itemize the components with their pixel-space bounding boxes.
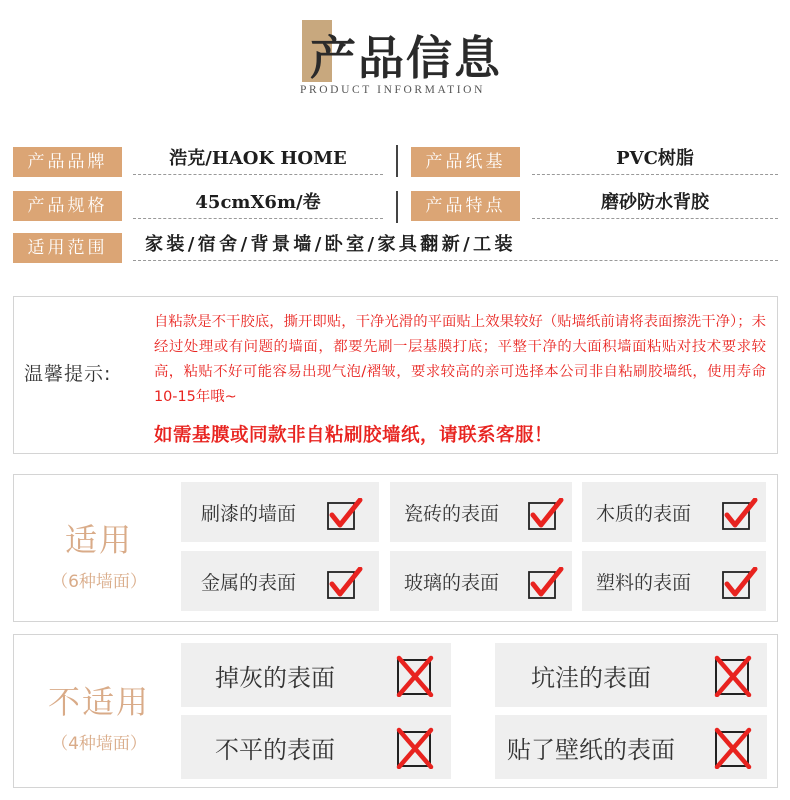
warm-tips-text: 自粘款是不干胶底，撕开即贴，干净光滑的平面贴上效果较好（贴墙纸前请将表面擦洗干净）；未经过处理或有问题的墙面，都要先刷一层基膜打底；平整干净的大面积墙面粘贴对技术要求较高，粘贴不好可能容易出现气泡/褶皱，要求较高的亲可选择本公司非自粘刷胶墙纸，使用寿命10-15年哦~ [154, 314, 766, 405]
suitable-item [390, 551, 572, 611]
suitable-count: （6种墙面） [51, 572, 147, 592]
checkmark-in-box-icon [722, 498, 758, 532]
suitable-item-label: 塑料的表面 [596, 571, 692, 594]
suitable-item-label: 瓷砖的表面 [404, 502, 500, 525]
feature-label: 产品特点 [411, 191, 520, 221]
suitable-item [181, 482, 379, 542]
paper-value: PVC树脂 [532, 145, 778, 175]
product-info-table [0, 0, 790, 275]
page-title: 产品信息 [310, 31, 502, 85]
suitable-item [582, 482, 766, 542]
unsuitable-item [181, 643, 451, 707]
suitable-item [181, 551, 379, 611]
unsuitable-item [495, 643, 767, 707]
checkmark-in-box-icon [528, 498, 564, 532]
suitable-title: 适用 [64, 521, 133, 559]
spec-label: 产品规格 [13, 191, 122, 221]
suitable-item-label: 刷漆的墙面 [201, 502, 297, 525]
checkmark-in-box-icon [327, 498, 363, 532]
suitable-surfaces-panel [13, 474, 778, 622]
checkmark-in-box-icon [722, 567, 758, 601]
suitable-item-label: 金属的表面 [201, 571, 297, 594]
x-in-box-icon [713, 727, 753, 769]
unsuitable-title: 不适用 [47, 683, 150, 721]
checkmark-in-box-icon [327, 567, 363, 601]
unsuitable-item [181, 715, 451, 779]
feature-value: 磨砂防水背胶 [532, 189, 778, 219]
unsuitable-item-label: 坑洼的表面 [531, 663, 651, 692]
unsuitable-surfaces-panel [13, 634, 778, 788]
x-in-box-icon [395, 727, 435, 769]
scope-value: 家装/宿舍/背景墙/卧室/家具翻新/工装 [133, 231, 778, 261]
x-in-box-icon [713, 655, 753, 697]
brand-label: 产品品牌 [13, 147, 122, 177]
checkmark-in-box-icon [528, 567, 564, 601]
unsuitable-count: （4种墙面） [51, 734, 147, 754]
unsuitable-item [495, 715, 767, 779]
suitable-title-block [24, 515, 174, 592]
paper-label: 产品纸基 [411, 147, 520, 177]
suitable-item-label: 玻璃的表面 [404, 571, 500, 594]
x-in-box-icon [395, 655, 435, 697]
suitable-item-label: 木质的表面 [596, 502, 692, 525]
column-divider [396, 145, 398, 177]
suitable-item [582, 551, 766, 611]
spec-value: 45cmX6m/卷 [133, 189, 383, 219]
warm-tips-label: 温馨提示: [24, 363, 112, 385]
column-divider [396, 191, 398, 223]
unsuitable-item-label: 掉灰的表面 [215, 663, 335, 692]
contact-service-note: 如需基膜或同款非自粘刷胶墙纸，请联系客服！ [154, 425, 554, 446]
page-subtitle: PRODUCT INFORMATION [300, 84, 485, 96]
brand-value: 浩克/HAOK HOME [133, 145, 383, 175]
unsuitable-item-label: 贴了壁纸的表面 [507, 735, 675, 764]
scope-label: 适用范围 [13, 233, 122, 263]
warm-tips-box [13, 296, 778, 454]
unsuitable-title-block [24, 677, 174, 754]
unsuitable-item-label: 不平的表面 [215, 735, 335, 764]
suitable-item [390, 482, 572, 542]
